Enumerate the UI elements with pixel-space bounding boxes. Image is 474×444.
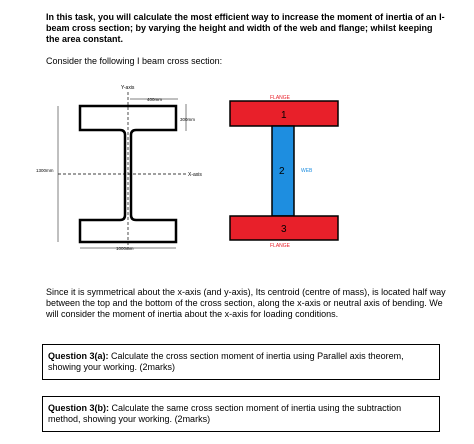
question-3a-label: Question 3(a):: [48, 351, 109, 361]
part-2-label: 2: [279, 166, 285, 177]
x-axis-label: X-axis: [188, 172, 202, 178]
question-3a-box: [42, 344, 440, 380]
centroid-paragraph: Since it is symmetrical about the x-axis (and y-axis), Its centroid (centre of mass), is located half way between the top and the bottom of the cross section, along the x-axis or neutral axis of bending. We will consider the moment of inertia about the x-axis for loading conditions.: [46, 287, 446, 319]
question-3b-box: [42, 396, 440, 432]
flange-label-top: FLANGE: [270, 95, 291, 101]
consider-text: Consider the following I beam cross section:: [46, 56, 223, 66]
task-intro: In this task, you will calculate the most efficient way to increase the moment of inertia of an I-beam cross section; by varying the height and width of the web and flange; whilst keeping the area constant.: [46, 12, 445, 44]
y-axis-label: Y-axis: [121, 85, 135, 91]
dim-total-height: 1300mm: [36, 168, 54, 173]
flange-label-bottom: FLANGE: [270, 243, 291, 249]
question-3a-text: Calculate the cross section moment of inertia using Parallel axis theorem, showing your working. (2marks): [48, 351, 404, 372]
part-3-label: 3: [281, 224, 287, 235]
dim-top-width: 400mm: [147, 97, 163, 102]
dim-bottom-width: 1000mm: [116, 246, 134, 251]
web-label: WEB: [301, 168, 313, 174]
dim-flange-height: 300mm: [180, 117, 196, 122]
question-3b-text: Calculate the same cross section moment of inertia using the subtraction method, showing your working. (2marks): [48, 403, 402, 424]
question-3b-label: Question 3(b):: [48, 403, 109, 413]
part-1-label: 1: [281, 110, 287, 121]
